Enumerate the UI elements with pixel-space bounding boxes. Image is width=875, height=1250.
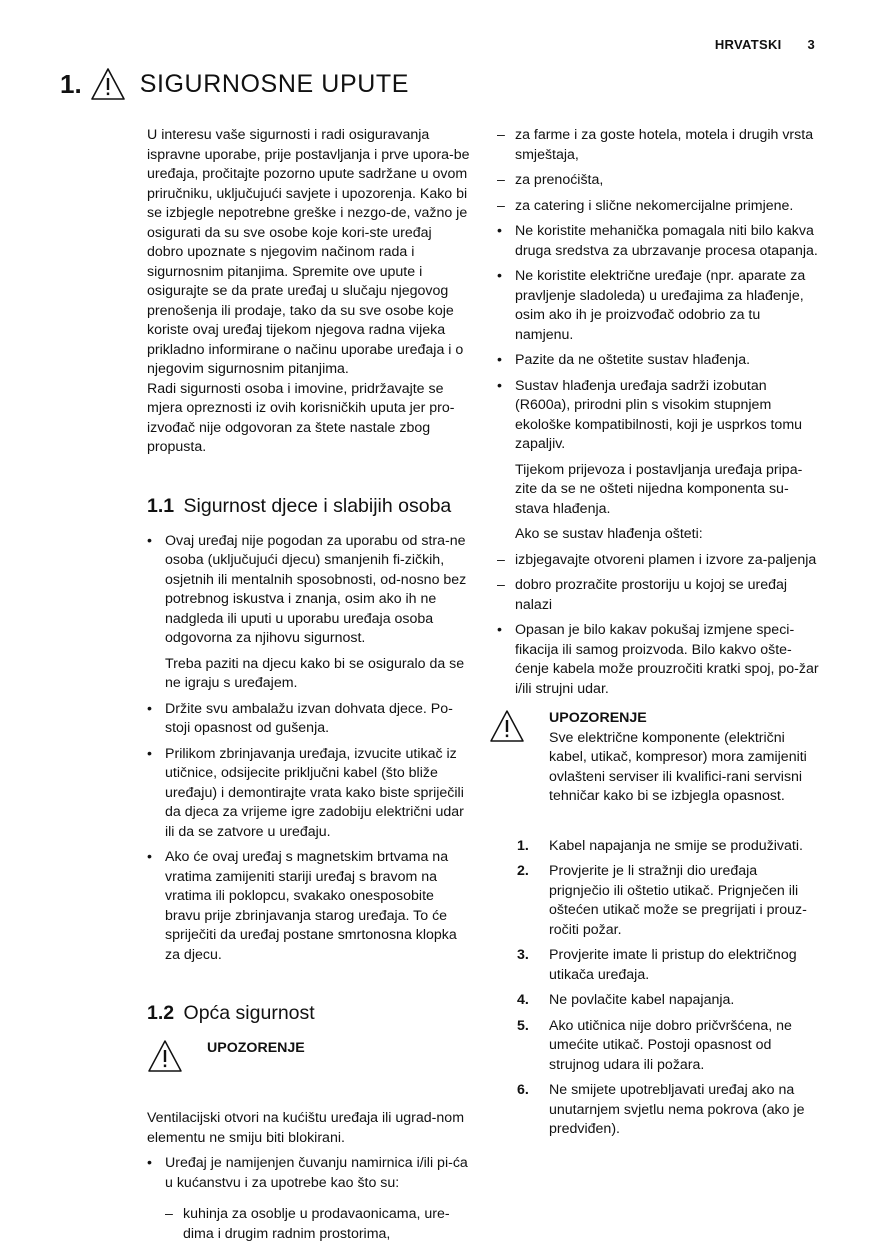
list-item bbox=[147, 532, 470, 694]
item-number: 3. bbox=[517, 947, 529, 963]
section-number: 1.2 bbox=[147, 1002, 175, 1024]
item-text: Ako utičnica nije dobro pričvršćena, ne umećite utikač. Postoji opasnost od strujnog udara ili požara. bbox=[549, 1017, 792, 1073]
numbered-item bbox=[497, 1017, 821, 1076]
dash-item: – kuhinja za osoblje u prodavaonicama, ure-dima i drugim radnim prostorima, bbox=[165, 1205, 470, 1244]
bullet-list bbox=[497, 222, 821, 699]
warning-text: Sve električne komponente (električni kabel, utikač, kompresor) mora zamijeniti ovlašteni serviser ili kvalifici-rani servisni tehničar kako bi se izbjegla opasnost. bbox=[549, 729, 807, 804]
warning-label: UPOZORENJE bbox=[207, 1040, 305, 1056]
chapter-number: 1. bbox=[60, 68, 82, 99]
list-item bbox=[497, 222, 821, 261]
bullet-text: • Ne koristite mehanička pomagala niti bilo kakva druga sredstva za ubrzavanje procesa otapanja. bbox=[515, 223, 818, 259]
bullet-text: • Držite svu ambalažu izvan dohvata djece. Po-stoji opasnost od gušenja. bbox=[165, 700, 453, 736]
dash-list bbox=[165, 1205, 470, 1244]
warning-triangle-icon bbox=[90, 67, 126, 101]
bullet-text: • Ako će ovaj uređaj s magnetskim brtvama na vratima zamijeniti stariji uređaj s bravom na vratima ili poklopcu, svakako onesposobite bravu prije zbrinjavanja starog uređaja. To će spriječiti da uređaj postane smrtonosna klopka za djecu. bbox=[165, 849, 457, 963]
numbered-item bbox=[497, 837, 821, 857]
bullet-list bbox=[147, 532, 470, 966]
bullet-note: Ako se sustav hlađenja ošteti: bbox=[515, 526, 703, 542]
warning-box bbox=[497, 709, 821, 807]
page-number: 3 bbox=[807, 37, 815, 52]
item-text: Provjerite imate li pristup do električnog utikača uređaja. bbox=[549, 947, 797, 983]
bullet-text: • Ovaj uređaj nije pogodan za uporabu od stra-ne osoba (uključujući djecu) smanjenih fi-zičkih, osjetnih ili mentalnih sposobnosti, od-nosno bez potrebnog iskustva i znanja, osim ako ih ne nadgleda ili uputi u uporabu uređaja osoba odgovorna za njihovu sigurnost. bbox=[165, 532, 467, 646]
left-column bbox=[147, 126, 470, 1250]
intro-paragraph: U interesu vaše sigurnosti i radi osiguravanja ispravne uporabe, prije postavljanja i prve upora-be uređaja, pročitajte pozorno upute sadržane u ovom priručniku, uključujući savjete i upozorenja. Kako bi se izbjegle nepotrebne greške i nezgo-de, važno je osigurati da su sve osobe koje kori-ste uređaj dobro upoznate s njegovim načinom rada i sigurnosnim pitanjima. Spremite ove upute i osigurajte se da prate uređaj u slučaju njegovog prenošenja ili prodaje, tako da su sve osobe koje koriste ovaj uređaj tijekom njegova radna vijeka prikladno informirane o načinu uporabe uređaja i o njegovim sigurnosnim pitanjima. bbox=[147, 127, 470, 377]
section-title: Opća sigurnost bbox=[183, 1002, 315, 1024]
section-heading bbox=[147, 1001, 470, 1025]
numbered-item bbox=[497, 991, 821, 1011]
item-number: 2. bbox=[517, 863, 529, 879]
dash-item: – za catering i slične nekomercijalne primjene. bbox=[497, 197, 821, 217]
warning-box bbox=[147, 1039, 470, 1073]
numbered-list bbox=[497, 837, 821, 1140]
vent-paragraph: Ventilacijski otvori na kućištu uređaja ili ugrad-nom elementu ne smiju biti blokirani. bbox=[147, 1110, 465, 1146]
item-number: 1. bbox=[517, 837, 529, 854]
bullet-text: • Ne koristite električne uređaje (npr. aparate za pravljenje sladoleda) u uređajima za hlađenje, osim ako ih je proizvođač odobrio za tu namjenu. bbox=[515, 268, 806, 343]
chapter-heading: SIGURNOSNE UPUTE bbox=[139, 69, 410, 98]
dash-list bbox=[497, 551, 821, 616]
warning-triangle-icon bbox=[489, 709, 525, 743]
numbered-item bbox=[497, 1081, 821, 1140]
dash-item: – dobro prozračite prostoriju u kojoj se uređaj nalazi bbox=[497, 576, 821, 615]
right-column bbox=[497, 126, 821, 1146]
warning-content bbox=[549, 709, 821, 807]
list-item bbox=[497, 377, 821, 616]
item-number: 4. bbox=[517, 992, 529, 1008]
item-text: Provjerite je li stražnji dio uređaja prignječio ili oštetio utikač. Prignječen ili oštećen utikač može se pregrijati i prouz-ročiti požar. bbox=[549, 863, 807, 938]
warning-label: UPOZORENJE bbox=[549, 710, 647, 726]
item-text: Ne povlačite kabel napajanja. bbox=[549, 992, 735, 1008]
dash-list bbox=[497, 126, 821, 216]
list-item bbox=[497, 267, 821, 345]
bullet-text: • Uređaj je namijenjen čuvanju namirnica i/ili pi-ća u kućanstvu i za upotrebe kao što su: bbox=[165, 1155, 468, 1191]
list-item bbox=[147, 848, 470, 965]
bullet-text: • Prilikom zbrinjavanja uređaja, izvucite utikač iz utičnice, odsijecite priključni kabel (što bliže uređaju) i demontirajte vrata kako biste spriječili da djeca za vrijeme igre zadobiju električni udar ili da se zatvore u uređaju. bbox=[165, 745, 464, 840]
item-text: Kabel napajanja ne smije se produživati. bbox=[549, 837, 803, 854]
dash-item: – izbjegavajte otvoreni plamen i izvore za-paljenja bbox=[497, 551, 821, 571]
bullet-text: • Sustav hlađenja uređaja sadrži izobutan (R600a), prirodni plin s visokim stupnjem ekološke kompatibilnosti, koji je usprkos tomu zapaljiv. bbox=[515, 377, 803, 452]
section-heading bbox=[147, 494, 470, 518]
dash-item: – za farme i za goste hotela, motela i drugih vrsta smještaja, bbox=[497, 126, 821, 165]
page-header bbox=[715, 37, 815, 52]
bullet-list bbox=[147, 1154, 470, 1193]
numbered-item bbox=[497, 862, 821, 940]
warning-triangle-icon bbox=[147, 1039, 183, 1073]
list-item bbox=[147, 1154, 470, 1193]
list-item bbox=[147, 745, 470, 843]
item-number: 5. bbox=[517, 1017, 529, 1034]
item-text: Ne smijete upotrebljavati uređaj ako na unutarnjem svjetlu nema pokrova (ako je predviđen). bbox=[549, 1082, 805, 1137]
bullet-text: • Pazite da ne oštetite sustav hlađenja. bbox=[515, 352, 751, 368]
chapter-title bbox=[60, 66, 409, 102]
intro-paragraph: Radi sigurnosti osoba i imovine, pridržavajte se mjera opreznosti iz ovih korisničkih uputa jer pro-izvođač nije odgovoran za štete nastale zbog propusta. bbox=[147, 380, 455, 455]
list-item bbox=[497, 351, 821, 371]
bullet-text: • Opasan je bilo kakav pokušaj izmjene speci-fikacija ili samog proizvoda. Bilo kakvo ošte-ćenje kabela može prouzročiti kratki spoj, po-žar i/ili strujni udar. bbox=[515, 622, 819, 697]
numbered-item bbox=[497, 946, 821, 985]
bullet-note: Tijekom prijevoza i postavljanja uređaja pripa-zite da se ne ošteti nijedna komponenta su-stava hlađenja. bbox=[515, 461, 803, 517]
bullet-note: Treba paziti na djecu kako bi se osiguralo da se ne igraju s uređajem. bbox=[165, 655, 465, 691]
section-title: Sigurnost djece i slabijih osoba bbox=[183, 494, 452, 517]
language-label: HRVATSKI bbox=[714, 37, 782, 52]
section-number: 1.1 bbox=[147, 494, 175, 517]
list-item bbox=[497, 621, 821, 699]
item-number: 6. bbox=[517, 1082, 529, 1098]
dash-item: – za prenoćišta, bbox=[497, 171, 821, 191]
list-item bbox=[147, 700, 470, 739]
